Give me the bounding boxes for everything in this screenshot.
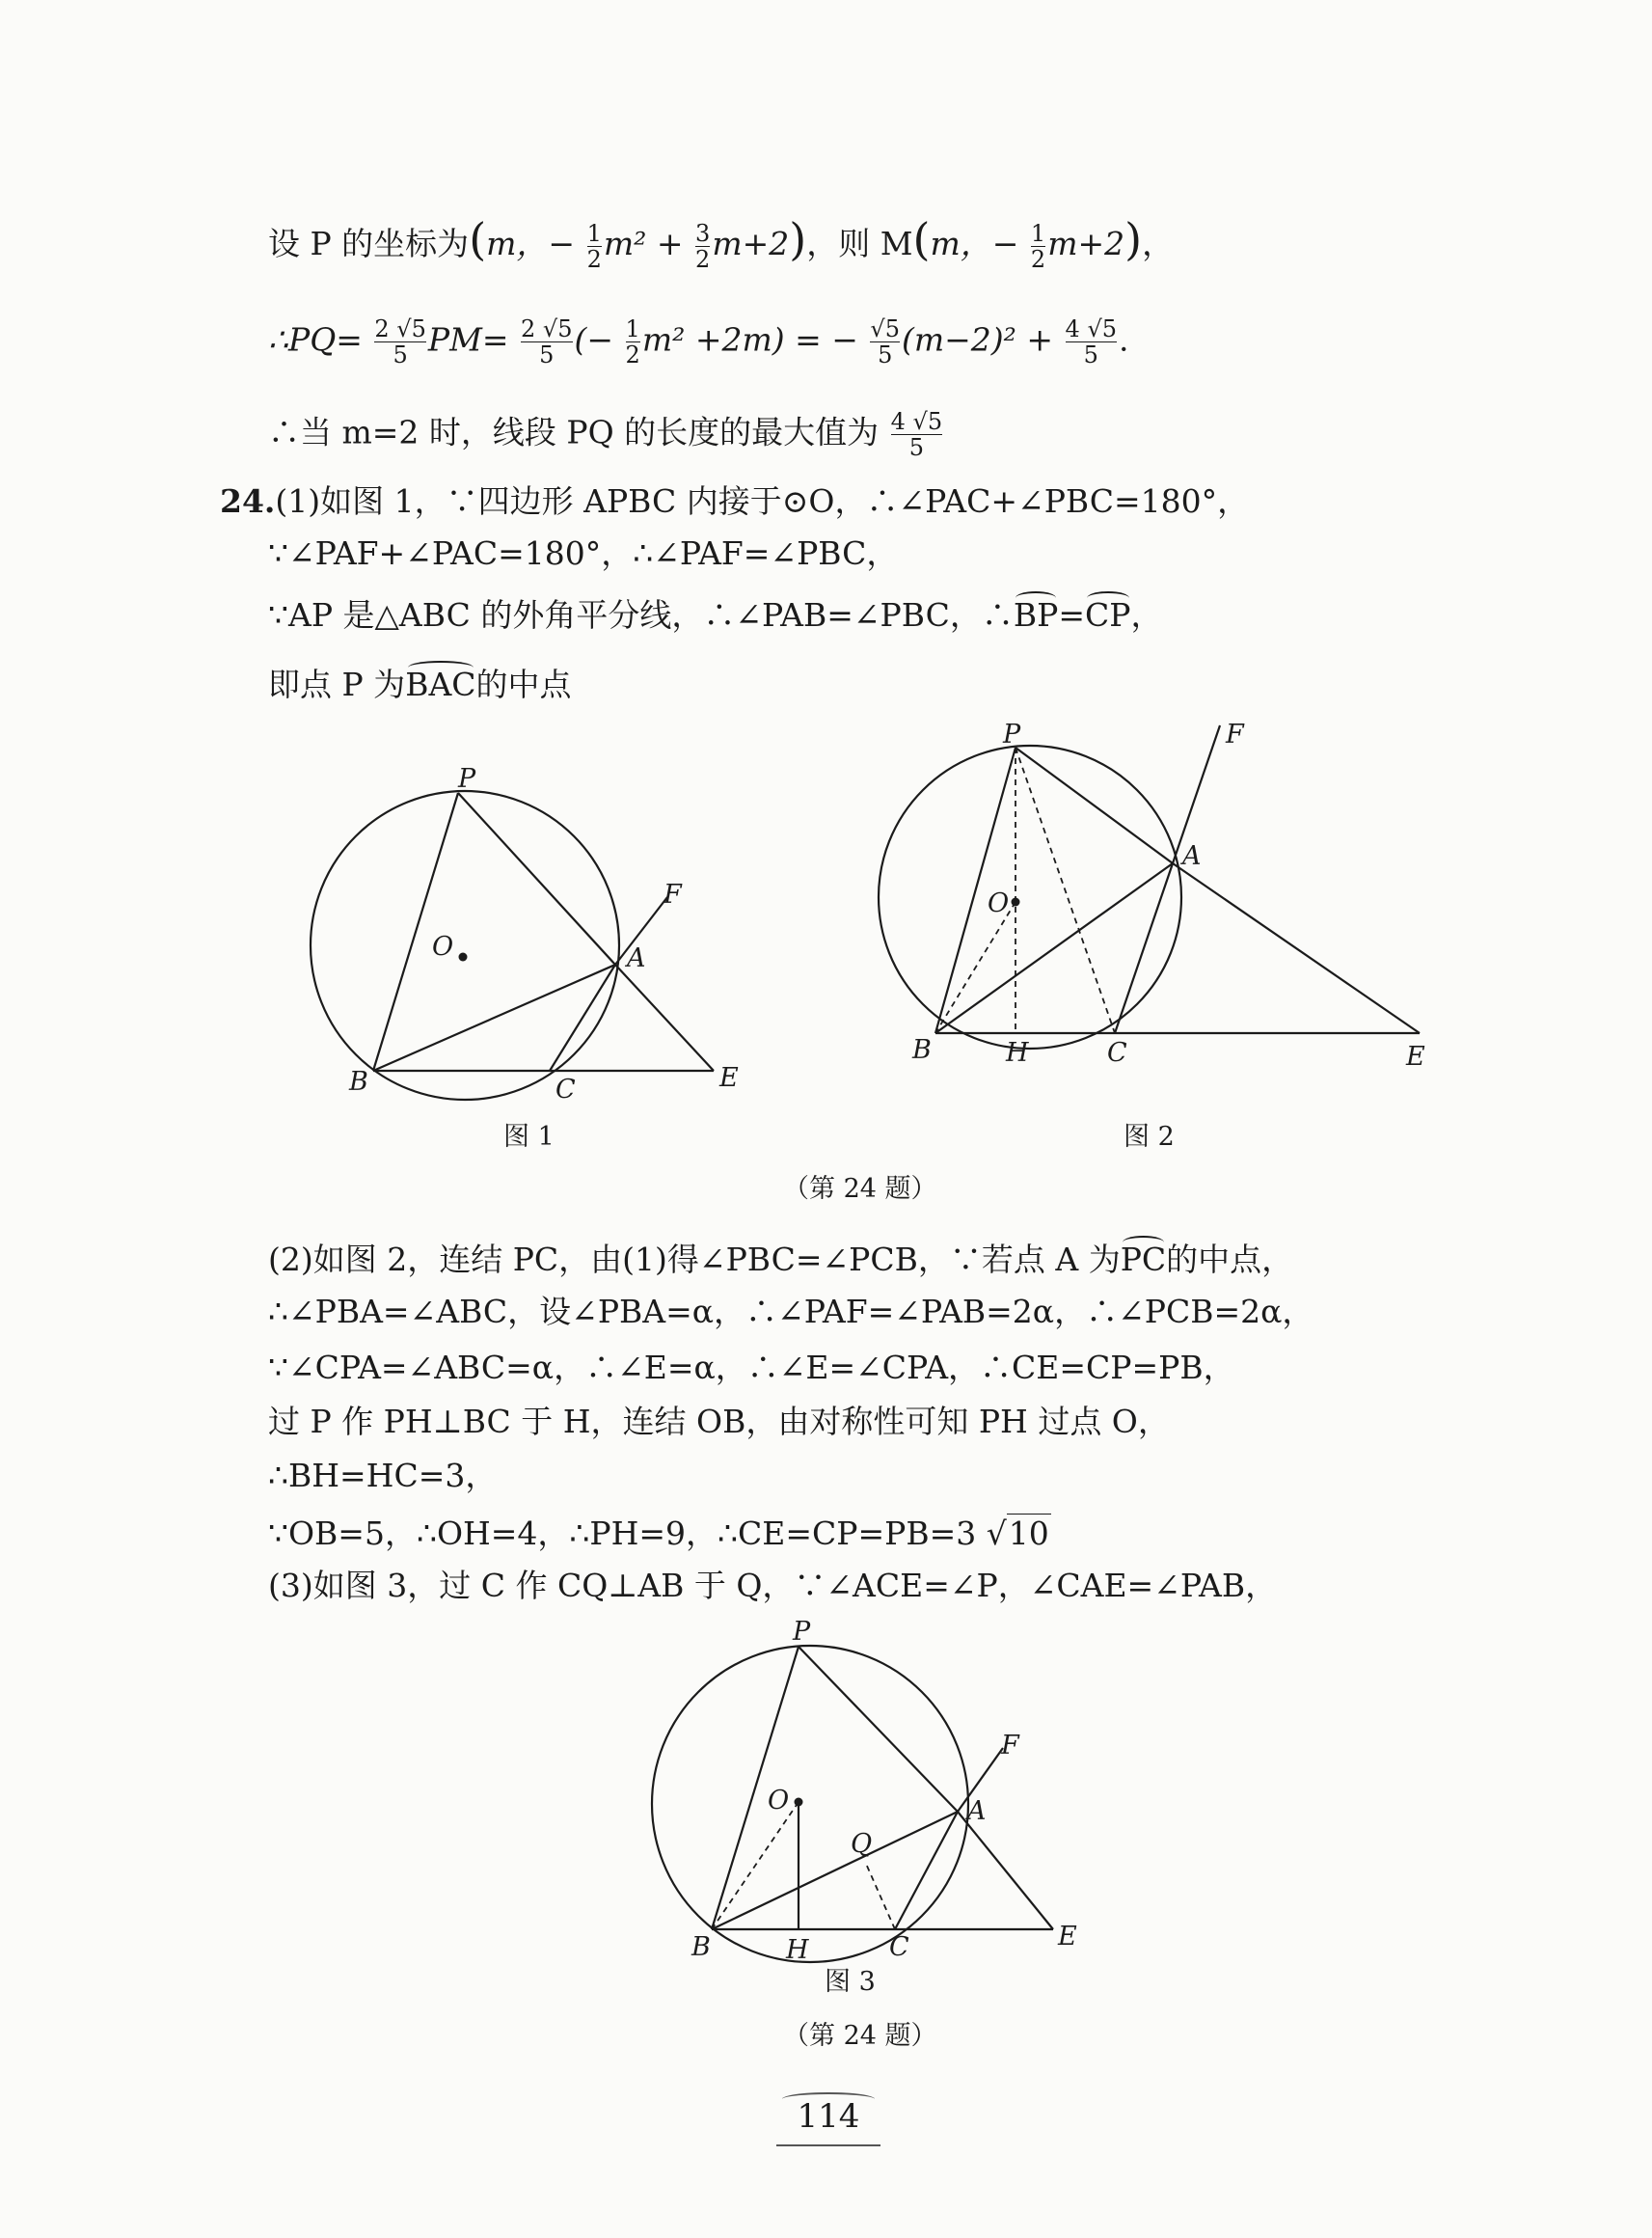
problem-24-line-4: 即点 P 为BAC的中点 bbox=[268, 664, 572, 706]
figure-2 bbox=[858, 714, 1456, 1080]
segment-pa bbox=[1016, 748, 1173, 863]
label-a: A bbox=[967, 1796, 987, 1826]
problem-number: 24. bbox=[220, 482, 276, 520]
segment-ab bbox=[935, 863, 1173, 1033]
segment-pa bbox=[458, 793, 615, 965]
label-h: H bbox=[786, 1935, 809, 1965]
label-p: P bbox=[793, 1617, 811, 1647]
segment-ae bbox=[615, 965, 714, 1071]
segment-ob bbox=[935, 902, 1016, 1033]
figure-1 bbox=[289, 762, 752, 1129]
segment-pa bbox=[799, 1647, 958, 1812]
figure-3 bbox=[636, 1611, 1119, 1978]
part3-line-1: (3)如图 3，过 C 作 CQ⊥AB 于 Q，∵∠ACE=∠P，∠CAE=∠PAB， bbox=[268, 1567, 1278, 1604]
part2-line-2: ∴∠PBA=∠ABC，设∠PBA=α，∴∠PAF=∠PAB=2α，∴∠PCB=2α， bbox=[268, 1293, 1314, 1330]
circle-o bbox=[652, 1646, 968, 1962]
figure-1-caption: 图 1 bbox=[503, 1122, 555, 1152]
arc-bac: BAC bbox=[405, 664, 475, 706]
label-e: E bbox=[1406, 1042, 1425, 1072]
segment-ae bbox=[1173, 863, 1420, 1033]
part2-line-1: (2)如图 2，连结 PC，由(1)得∠PBC=∠PCB，∵若点 A 为PC的中点， bbox=[268, 1239, 1293, 1281]
label-o: O bbox=[432, 932, 454, 962]
label-h: H bbox=[1006, 1038, 1029, 1068]
segment-ob bbox=[712, 1802, 799, 1929]
segment-pc bbox=[1016, 748, 1115, 1033]
label-f: F bbox=[664, 880, 682, 910]
figure-group-caption-2: （第 24 题） bbox=[783, 2021, 937, 2051]
label-b: B bbox=[691, 1932, 711, 1962]
label-a: A bbox=[627, 943, 646, 973]
label-p: P bbox=[458, 764, 476, 794]
segment-ab bbox=[712, 1812, 958, 1929]
line-p-coordinates: 设 P 的坐标为(m，− $\frac{1}{2}$ m² + $\frac{3}{2}$ m+2)，则 M(m，− $\frac{1}{2}$ m+2)， bbox=[268, 213, 1175, 273]
part2-line-5: ∴BH=HC=3， bbox=[268, 1457, 498, 1494]
segment-ac bbox=[550, 965, 615, 1071]
problem-24-line-3: ∵AP 是△ABC 的外角平分线，∴∠PAB=∠PBC，∴BP=CP， bbox=[268, 594, 1162, 637]
label-e: E bbox=[1058, 1922, 1077, 1951]
segment-ae bbox=[958, 1812, 1053, 1929]
label-a: A bbox=[1182, 841, 1202, 871]
label-f: F bbox=[1226, 720, 1244, 750]
label-f: F bbox=[1001, 1731, 1019, 1760]
label-o: O bbox=[768, 1786, 790, 1815]
label-o: O bbox=[988, 888, 1010, 918]
center-point bbox=[1012, 898, 1020, 907]
label-p: P bbox=[1003, 720, 1021, 750]
label-c: C bbox=[889, 1932, 909, 1962]
part2-line-3: ∵∠CPA=∠ABC=α，∴∠E=α，∴∠E=∠CPA，∴CE=CP=PB， bbox=[268, 1349, 1235, 1386]
figure-2-caption: 图 2 bbox=[1124, 1122, 1175, 1152]
label-e: E bbox=[719, 1063, 739, 1093]
segment-cq bbox=[866, 1864, 895, 1929]
problem-24-line-2: ∵∠PAF+∠PAC=180°，∴∠PAF=∠PBC， bbox=[268, 534, 899, 572]
label-q: Q bbox=[851, 1829, 873, 1859]
label-c: C bbox=[1107, 1038, 1127, 1068]
part2-line-6: ∵OB=5，∴OH=4，∴PH=9，∴CE=CP=PB=3 √10 bbox=[268, 1515, 1049, 1552]
problem-24-line-1: 24.(1)如图 1，∵四边形 APBC 内接于⊙O，∴∠PAC+∠PBC=180°， bbox=[220, 482, 1250, 520]
label-b: B bbox=[349, 1067, 368, 1097]
circle-o bbox=[311, 791, 619, 1100]
center-point bbox=[795, 1798, 803, 1807]
segment-ac bbox=[1115, 863, 1173, 1033]
part2-line-4: 过 P 作 PH⊥BC 于 H，连结 OB，由对称性可知 PH 过点 O， bbox=[268, 1403, 1170, 1440]
arc-bp: BP bbox=[1014, 594, 1058, 637]
arc-cp: CP bbox=[1085, 594, 1130, 637]
page-number: 114 bbox=[776, 2088, 880, 2146]
label-c: C bbox=[555, 1075, 576, 1105]
arc-pc: PC bbox=[1121, 1239, 1166, 1281]
label-b: B bbox=[912, 1035, 932, 1065]
figure-3-caption: 图 3 bbox=[825, 1967, 876, 1997]
line-pq-expression: ∴PQ= $\frac{2 √5}{5}$ PM= $\frac{2 √5}{5}$ (− $\frac{1}{2}$ m² +2m) = − $\frac{√5}{5}$ (m−2)² + $\frac{4 √5}{5}$ . bbox=[268, 315, 1129, 368]
line-pq-max: ∴当 m=2 时，线段 PQ 的长度的最大值为 $\frac{4 √5}{5}$ bbox=[268, 408, 943, 461]
center-point bbox=[459, 953, 468, 962]
segment-ab bbox=[373, 965, 615, 1071]
figure-group-caption: （第 24 题） bbox=[783, 1174, 937, 1204]
